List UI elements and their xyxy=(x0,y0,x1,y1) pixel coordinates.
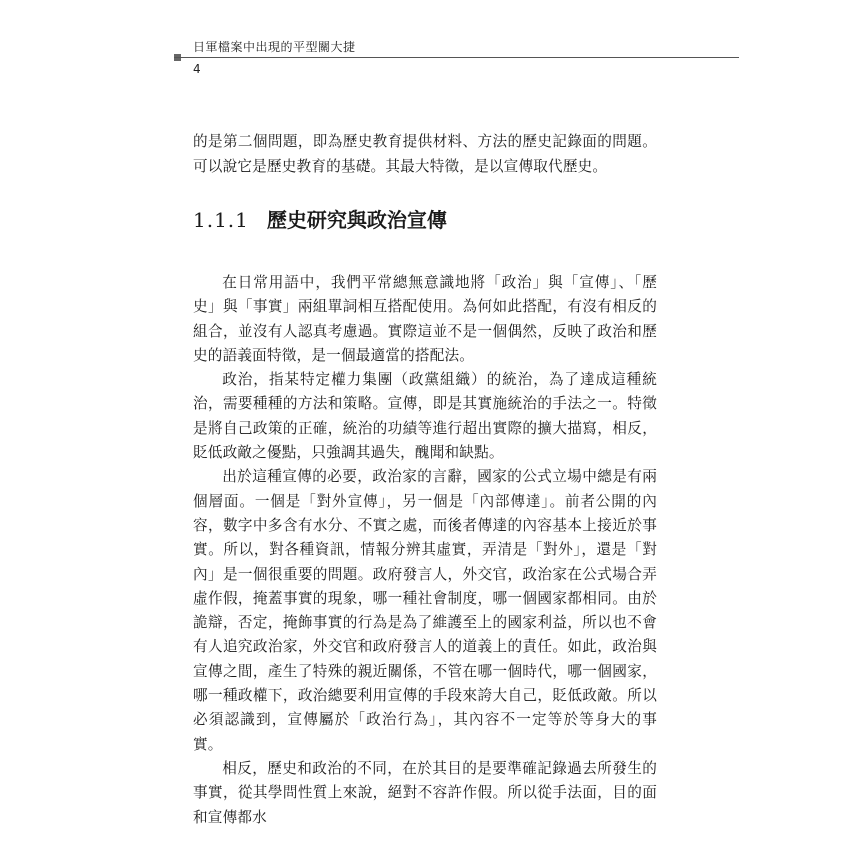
page-number: 4 xyxy=(193,62,201,76)
paragraph: 相反，歷史和政治的不同，在於其目的是要準確記錄過去所發生的事實，從其學問性質上來說，絕對不容許作假。所以從手法面，目的面和宣傳都水 xyxy=(193,759,657,826)
section-title: 歷史研究與政治宣傳 xyxy=(266,208,447,232)
section-body xyxy=(193,271,657,830)
header-rule xyxy=(174,57,739,58)
section-number: 1.1.1 xyxy=(193,208,249,232)
paragraph: 政治，指某特定權力集團（政黨組織）的統治，為了達成這種統治，需要種種的方法和策略。宣傳，即是其實施統治的手法之一。特徵是將自己政策的正確，統治的功績等進行超出實際的擴大描寫，相反，貶低政敵之優點，只強調其過失，醜聞和缺點。 xyxy=(193,371,657,462)
section-heading xyxy=(193,204,447,233)
running-head-title: 日軍檔案中出現的平型關大捷 xyxy=(193,40,356,54)
intro-paragraph: 的是第二個問題，即為歷史教育提供材料、方法的歷史記錄面的問題。可以說它是歷史教育的基礎。其最大特徵，是以宣傳取代歷史。 xyxy=(193,133,657,175)
paragraph: 在日常用語中，我們平常總無意識地將「政治」與「宣傳」、「歷史」與「事實」兩組單詞相互搭配使用。為何如此搭配，有沒有相反的組合，並沒有人認真考慮過。實際這並不是一個偶然，反映了政治和歷史的語義面特徵，是一個最適當的搭配法。 xyxy=(193,274,657,364)
paragraph: 出於這種宣傳的必要，政治家的言辭，國家的公式立場中總是有兩個層面。一個是「對外宣傳」，另一個是「內部傳達」。前者公開的內容，數字中多含有水分、不實之處，而後者傳達的內容基本上接近於事實。所以，對各種資訊，情報分辨其虛實，弄清是「對外」，還是「對內」是一個很重要的問題。政府發言人，外交官，政治家在公式場合弄虛作假，掩蓋事實的現象，哪一種社會制度，哪一個國家都相同。由於詭辯，否定，掩飾事實的行為是為了維護至上的國家利益，所以也不會有人追究政治家，外交官和政府發言人的道義上的責任。如此，政治與宣傳之間，產生了特殊的親近關係，不管在哪一個時代，哪一個國家，哪一種政權下，政治總要利用宣傳的手段來誇大自己，貶低政敵。所以必須認識到，宣傳屬於「政治行為」，其內容不一定等於等身大的事實。 xyxy=(193,468,657,753)
